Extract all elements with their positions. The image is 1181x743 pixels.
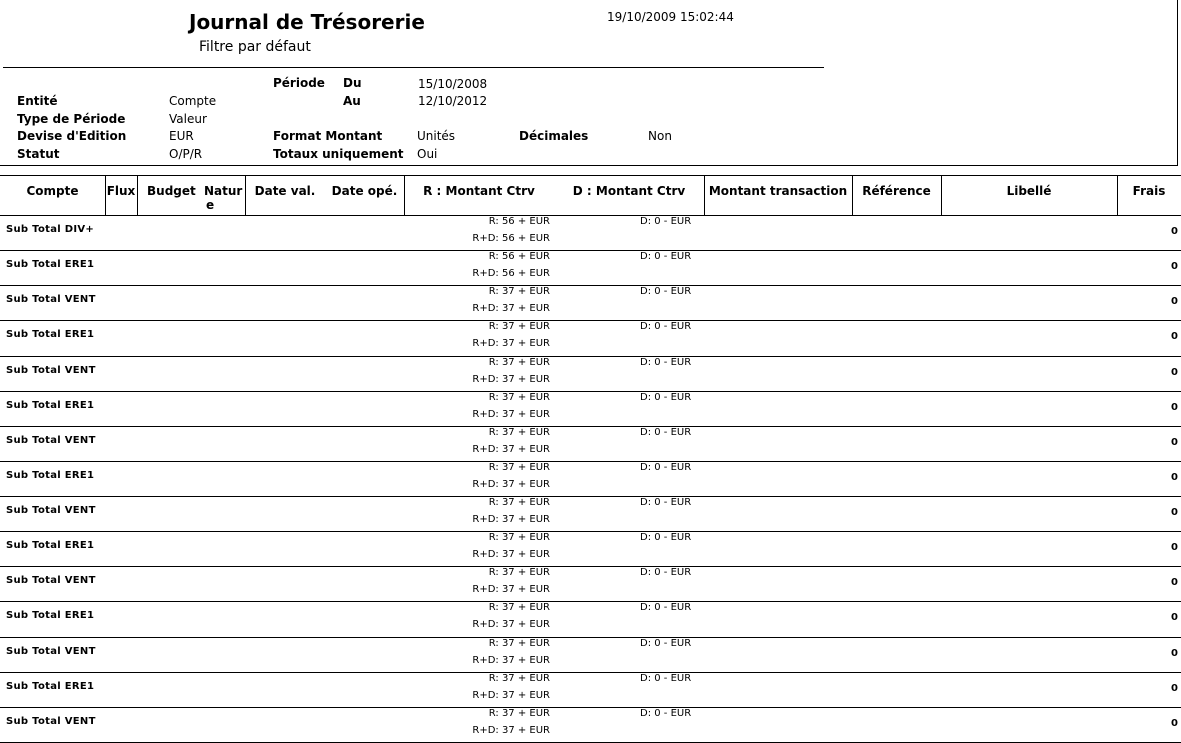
- r-amount: R: 37 + EUR: [488, 497, 550, 508]
- type-periode-value: Valeur: [169, 112, 207, 126]
- r-amount: R: 56 + EUR: [488, 216, 550, 227]
- rd-amount: R+D: 37 + EUR: [472, 478, 550, 490]
- report-subtitle: Filtre par défaut: [199, 39, 311, 55]
- d-amount: D: 0 - EUR: [640, 321, 692, 333]
- subtotal-label: Sub Total ERE1: [6, 329, 95, 341]
- rd-amount: R+D: 37 + EUR: [472, 443, 550, 455]
- d-amount: D: 0 - EUR: [640, 672, 692, 684]
- col-d-montant: D : Montant Ctrv: [572, 184, 686, 198]
- table-row: [0, 532, 1181, 567]
- r-amount: R: 37 + EUR: [488, 602, 550, 614]
- r-amount: R: 37 + EUR: [488, 461, 550, 473]
- totaux-label: Totaux uniquement: [273, 147, 404, 161]
- r-amount: R: 37 + EUR: [488, 707, 550, 719]
- r-amount: R: 37 + EUR: [488, 637, 550, 649]
- frais-value: 0: [1171, 577, 1178, 589]
- rd-amount: R+D: 37 + EUR: [472, 619, 550, 631]
- statut-label: Statut: [17, 147, 60, 161]
- col-libelle: Libellé: [1006, 184, 1052, 198]
- r-amount: R: 37 + EUR: [488, 321, 550, 333]
- subtotal-label: Sub Total DIV+: [6, 224, 95, 235]
- subtotal-label: Sub Total ERE1: [6, 259, 95, 271]
- col-nature-line2: e: [206, 198, 215, 212]
- column-headers: [0, 175, 1181, 216]
- format-value: Unités: [417, 129, 456, 143]
- r-amount: R: 37 + EUR: [488, 391, 550, 403]
- frais-value: 0: [1171, 436, 1178, 448]
- decimales-label: Décimales: [519, 129, 589, 143]
- frais-value: 0: [1171, 401, 1178, 413]
- periode-label: Période: [273, 76, 325, 90]
- rd-amount: R+D: 37 + EUR: [472, 654, 550, 666]
- du-label: Du: [343, 76, 362, 90]
- subtotal-label: Sub Total VENT: [6, 715, 96, 727]
- rd-amount: R+D: 37 + EUR: [472, 373, 550, 385]
- table-row: [0, 638, 1181, 673]
- d-amount: D: 0 - EUR: [640, 637, 692, 649]
- subtotal-label: Sub Total VENT: [6, 294, 96, 306]
- format-label: Format Montant: [273, 129, 383, 143]
- subtotal-label: Sub Total ERE1: [6, 540, 95, 552]
- r-amount: R: 37 + EUR: [488, 356, 550, 368]
- col-flux: Flux: [106, 184, 136, 198]
- table-row: [0, 357, 1181, 392]
- r-amount: R: 37 + EUR: [488, 286, 550, 298]
- entite-value: Compte: [169, 94, 217, 108]
- frais-value: 0: [1171, 542, 1178, 554]
- table-row: [0, 673, 1181, 708]
- col-budget: Budget: [147, 184, 196, 198]
- col-compte: Compte: [26, 184, 79, 198]
- d-amount: D: 0 - EUR: [640, 707, 692, 719]
- frais-value: 0: [1171, 226, 1178, 237]
- frais-value: 0: [1171, 507, 1178, 518]
- subtotal-label: Sub Total ERE1: [6, 399, 95, 411]
- header-divider: [3, 67, 824, 68]
- col-reference: Référence: [862, 184, 931, 198]
- statut-value: O/P/R: [169, 147, 203, 161]
- rd-amount: R+D: 37 + EUR: [472, 303, 550, 315]
- col-frais: Frais: [1132, 184, 1166, 198]
- frais-value: 0: [1171, 296, 1178, 308]
- col-nature: [204, 176, 245, 215]
- table-row: [0, 708, 1181, 743]
- rd-amount: R+D: 56 + EUR: [472, 233, 550, 244]
- d-amount: D: 0 - EUR: [640, 602, 692, 614]
- frais-value: 0: [1171, 366, 1178, 378]
- du-value: 15/10/2008: [418, 77, 488, 91]
- rd-amount: R+D: 37 + EUR: [472, 724, 550, 736]
- frais-value: 0: [1171, 717, 1178, 729]
- rd-amount: R+D: 37 + EUR: [472, 408, 550, 420]
- r-amount: R: 37 + EUR: [488, 532, 550, 544]
- table-row: [0, 216, 1181, 251]
- d-amount: D: 0 - EUR: [640, 497, 692, 508]
- subtotal-label: Sub Total ERE1: [6, 610, 95, 622]
- subtotal-label: Sub Total VENT: [6, 434, 96, 446]
- d-amount: D: 0 - EUR: [640, 216, 692, 227]
- report-timestamp: 19/10/2009 15:02:44: [607, 10, 734, 24]
- r-amount: R: 37 + EUR: [488, 567, 550, 579]
- d-amount: D: 0 - EUR: [640, 286, 692, 298]
- decimales-value: Non: [648, 129, 672, 143]
- subtotal-label: Sub Total VENT: [6, 645, 96, 657]
- rd-amount: R+D: 37 + EUR: [472, 549, 550, 561]
- au-value: 12/10/2012: [418, 94, 488, 108]
- d-amount: D: 0 - EUR: [640, 461, 692, 473]
- rd-amount: R+D: 37 + EUR: [472, 338, 550, 350]
- d-amount: D: 0 - EUR: [640, 426, 692, 438]
- subtotal-label: Sub Total ERE1: [6, 469, 95, 481]
- col-date-ope: Date opé.: [331, 184, 398, 198]
- d-amount: D: 0 - EUR: [640, 251, 692, 263]
- rd-amount: R+D: 56 + EUR: [472, 268, 550, 280]
- d-amount: D: 0 - EUR: [640, 391, 692, 403]
- col-r-montant: R : Montant Ctrv: [423, 184, 535, 198]
- frais-value: 0: [1171, 612, 1178, 624]
- subtotal-label: Sub Total VENT: [6, 505, 96, 516]
- frais-value: 0: [1171, 261, 1178, 273]
- report-title: Journal de Trésorerie: [189, 10, 425, 34]
- rd-amount: R+D: 37 + EUR: [472, 689, 550, 701]
- col-montant-transaction: Montant transaction: [708, 184, 848, 198]
- frais-value: 0: [1171, 647, 1178, 659]
- r-amount: R: 56 + EUR: [488, 251, 550, 263]
- entite-label: Entité: [17, 94, 58, 108]
- r-amount: R: 37 + EUR: [488, 672, 550, 684]
- d-amount: D: 0 - EUR: [640, 356, 692, 368]
- frais-value: 0: [1171, 682, 1178, 694]
- table-row: [0, 462, 1181, 497]
- table-row: [0, 497, 1181, 532]
- au-label: Au: [343, 94, 361, 108]
- col-date-val: Date val.: [254, 184, 316, 198]
- col-divider: [137, 176, 138, 215]
- table-row: [0, 321, 1181, 356]
- frais-value: 0: [1171, 331, 1178, 343]
- devise-label: Devise d'Edition: [17, 129, 127, 143]
- table-row: [0, 251, 1181, 286]
- subtotal-list: [0, 216, 1181, 743]
- devise-value: EUR: [169, 129, 194, 143]
- d-amount: D: 0 - EUR: [640, 567, 692, 579]
- frais-value: 0: [1171, 471, 1178, 483]
- subtotal-label: Sub Total VENT: [6, 575, 96, 587]
- subtotal-label: Sub Total ERE1: [6, 680, 95, 692]
- table-row: [0, 286, 1181, 321]
- rd-amount: R+D: 37 + EUR: [472, 584, 550, 596]
- subtotal-label: Sub Total VENT: [6, 364, 96, 376]
- rd-amount: R+D: 37 + EUR: [472, 514, 550, 525]
- type-periode-label: Type de Période: [17, 112, 126, 126]
- totaux-value: Oui: [417, 147, 438, 161]
- table-row: [0, 602, 1181, 637]
- table-row: [0, 392, 1181, 427]
- d-amount: D: 0 - EUR: [640, 532, 692, 544]
- col-nature-line1: Natur: [204, 184, 243, 198]
- table-row: [0, 567, 1181, 602]
- r-amount: R: 37 + EUR: [488, 426, 550, 438]
- table-row: [0, 427, 1181, 462]
